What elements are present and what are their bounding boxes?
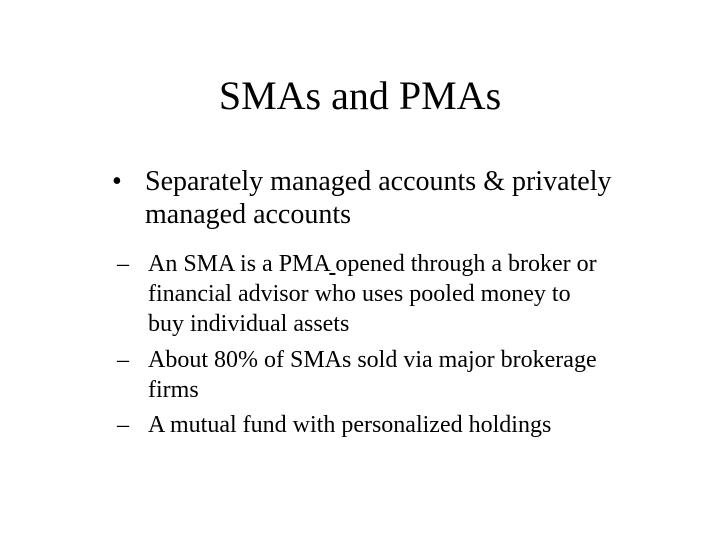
sub-bullet-1-cont: buy individual assets [148,311,350,337]
sub-bullet-text: About 80% of SMAs sold via major brokerage [148,347,597,373]
dash-marker: – [117,347,129,373]
bullet-text: Separately managed accounts & privately [145,166,612,197]
sub-bullet-1 [117,250,597,278]
sub-bullet-text: A mutual fund with personalized holdings [148,412,552,438]
sub-bullet-3 [117,411,551,439]
sub-bullet-2-cont: firms [148,377,199,403]
slide-title: SMAs and PMAs [218,73,502,118]
sub-bullet-2 [117,346,597,374]
bullet-1-cont: managed accounts [145,199,352,230]
bullet-marker: • [112,166,122,197]
dash-marker: – [117,412,129,438]
dash-marker: – [117,251,129,277]
sub-bullet-text: opened through a broker or [335,251,597,277]
sub-bullet-1-cont: financial advisor who uses pooled money to [148,281,571,307]
sub-bullet-text: An SMA is a PMA [148,251,330,277]
bullet-1 [112,166,611,198]
